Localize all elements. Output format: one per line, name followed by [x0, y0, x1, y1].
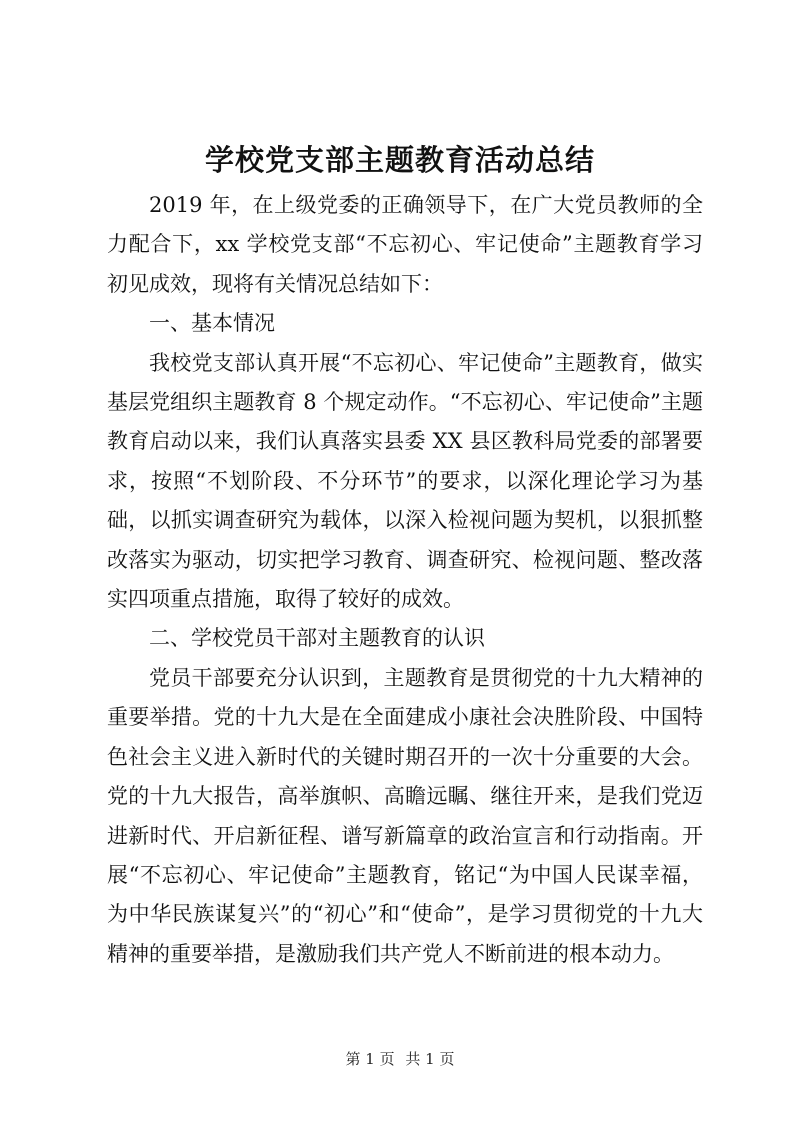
document-body — [107, 186, 703, 974]
understanding-paragraph: 党员干部要充分认识到，主题教育是贯彻党的十九大精神的重要举措。党的十九大是在全面建成小康社会决胜阶段、中国特色社会主义进入新时代的关键时期召开的一次十分重要的大会。党的十九大报告，高举旗帜、高瞻远瞩、继往开来，是我们党迈进新时代、开启新征程、谱写新篇章的政治宣言和行动指南。开展“不忘初心、牢记使命”主题教育，铭记“为中国人民谋幸福，为中华民族谋复兴”的“初心”和“使命”，是学习贯彻党的十九大精神的重要举措，是激励我们共产党人不断前进的根本动力。 — [107, 665, 703, 966]
document-title: 学校党支部主题教育活动总结 — [204, 143, 595, 177]
section-heading-understanding: 二、学校党员干部对主题教育的认识 — [149, 626, 485, 651]
section-heading-basic: 一、基本情况 — [149, 311, 275, 336]
intro-paragraph: 2019 年，在上级党委的正确领导下，在广大党员教师的全力配合下，xx 学校党支部“不忘初心、牢记使命”主题教育学习初见成效，现将有关情况总结如下： — [107, 193, 703, 296]
page-total: 共 1 页 — [405, 1050, 455, 1068]
page-number: 第 1 页 — [345, 1050, 395, 1068]
page-footer — [0, 1049, 800, 1069]
basic-situation-paragraph: 我校党支部认真开展“不忘初心、牢记使命”主题教育，做实基层党组织主题教育 8 个规定动作。“不忘初心、牢记使命”主题教育启动以来，我们认真落实县委 XX 县区教科局党委的部署要求，按照“不划阶段、不分环节”的要求，以深化理论学习为基础，以抓实调查研究为载体，以深入检视问题为契机，以狠抓整改落实为驱动，切实把学习教育、调查研究、检视问题、整改落实四项重点措施，取得了较好的成效。 — [107, 350, 703, 612]
